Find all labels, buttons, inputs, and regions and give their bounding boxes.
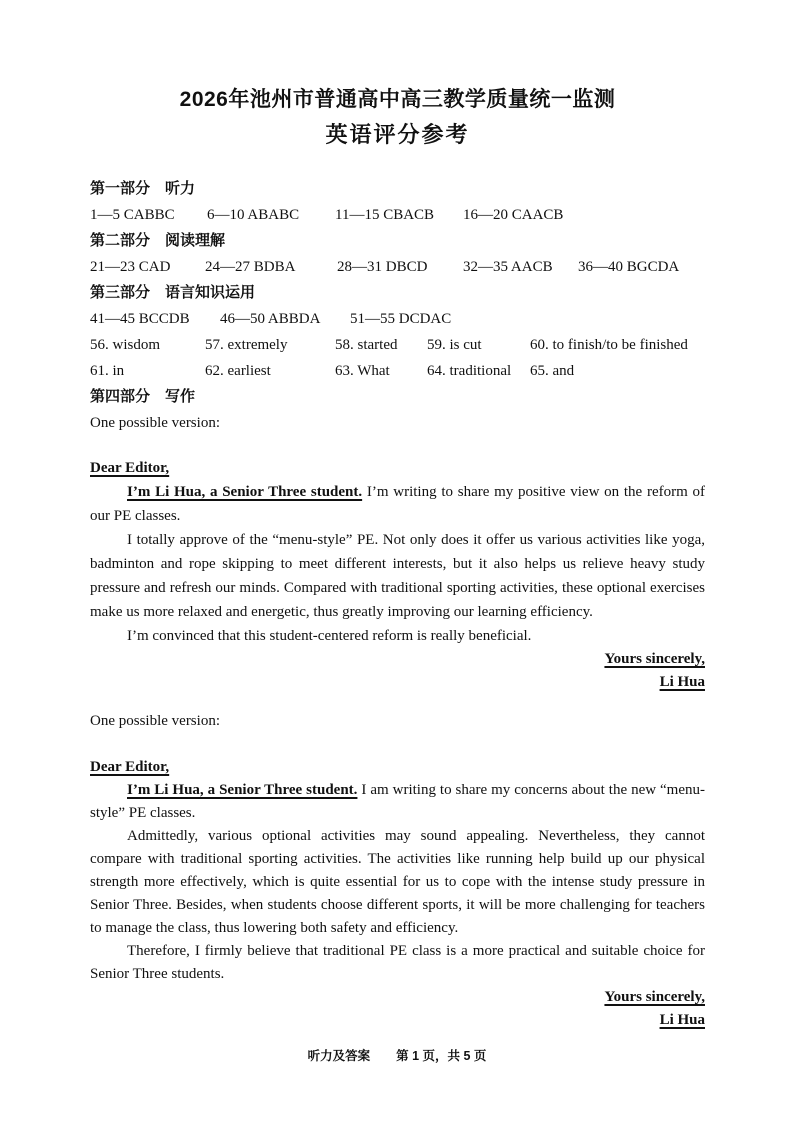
answer-item: 59. is cut bbox=[427, 337, 482, 353]
letter-salutation: Dear Editor, bbox=[90, 460, 170, 476]
letter-signature: Li Hua bbox=[659, 1012, 705, 1028]
letter-closing: Yours sincerely, bbox=[604, 989, 705, 1005]
letter-salutation: Dear Editor, bbox=[90, 759, 170, 775]
answer-item: 51—55 DCDAC bbox=[350, 311, 452, 327]
answer-item: 65. and bbox=[530, 363, 575, 379]
answer-row-listening bbox=[90, 202, 705, 228]
answer-item: 60. to finish/to be finished bbox=[530, 337, 688, 353]
answer-row-grammar-61-65 bbox=[90, 358, 705, 384]
footer-section-label: 听力及答案 bbox=[307, 1049, 371, 1063]
letter-closing: Yours sincerely, bbox=[604, 651, 705, 667]
footer-page-number: 第 1 页，共 5 页 bbox=[396, 1049, 487, 1063]
answer-row-reading bbox=[90, 254, 705, 280]
page-footer bbox=[0, 1046, 794, 1064]
answer-item: 41—45 BCCDB bbox=[90, 311, 190, 327]
letter-text: I’m writing to share my positive view on the reform of our PE classes. bbox=[90, 484, 705, 524]
answer-key bbox=[90, 176, 705, 436]
letter-lead-sentence: I’m Li Hua, a Senior Three student. bbox=[127, 782, 358, 798]
section-heading-writing: 第四部分 写作 bbox=[90, 388, 196, 405]
answer-item: 16—20 CAACB bbox=[463, 207, 564, 223]
page-subtitle: 英语评分参考 bbox=[325, 122, 470, 147]
answer-row-grammar-56-60 bbox=[90, 332, 705, 358]
answer-item: 1—5 CABBC bbox=[90, 207, 175, 223]
answer-item: 32—35 AACB bbox=[463, 259, 553, 275]
section-heading-language-use: 第三部分 语言知识运用 bbox=[90, 284, 256, 301]
letter-concern bbox=[90, 756, 705, 1032]
version-label: One possible version: bbox=[90, 713, 220, 729]
letter-paragraph: I’m convinced that this student-centered reform is really beneficial. bbox=[127, 628, 532, 644]
answer-item: 63. What bbox=[335, 363, 390, 379]
answer-item: 61. in bbox=[90, 363, 125, 379]
answer-item: 64. traditional bbox=[427, 363, 512, 379]
answer-item: 46—50 ABBDA bbox=[220, 311, 321, 327]
letter-signature: Li Hua bbox=[659, 674, 705, 690]
answer-item: 28—31 DBCD bbox=[337, 259, 428, 275]
version-label: One possible version: bbox=[90, 415, 220, 431]
section-heading-listening: 第一部分 听力 bbox=[90, 180, 196, 197]
letter-paragraph bbox=[90, 779, 705, 825]
answer-item: 62. earliest bbox=[205, 363, 271, 379]
letter-approval bbox=[90, 456, 705, 694]
answer-item: 36—40 BGCDA bbox=[578, 259, 680, 275]
letter-lead-sentence: I’m Li Hua, a Senior Three student. bbox=[127, 484, 363, 500]
answer-item: 6—10 ABABC bbox=[207, 207, 300, 223]
letter-paragraph: I totally approve of the “menu-style” PE. Not only does it offer us various activities like yoga, badminton and rope skipping to meet different interests, but it also helps us relieve heavy study pressure and refresh our minds. Compared with traditional sporting activities, these optional exercises make us more relaxed and energetic, thus greatly improving our learning efficiency. bbox=[90, 532, 705, 620]
letter-paragraph: Therefore, I firmly believe that traditional PE class is a more practical and suitable choice for Senior Three students. bbox=[90, 943, 705, 982]
answer-item: 24—27 BDBA bbox=[205, 259, 296, 275]
letter-text: I am writing to share my concerns about the new “menu-style” PE classes. bbox=[90, 782, 705, 821]
answer-item: 56. wisdom bbox=[90, 337, 161, 353]
letter-paragraph: Admittedly, various optional activities may sound appealing. Nevertheless, they cannot compare with traditional sporting activities. The activities like running help build up our physical strength more effectively, which is quite essential for us to cope with the intense study pressure in Senior Three. Besides, when students choose different sports, it will be more challenging for teachers to manage the class, thus lowering both safety and efficiency. bbox=[90, 828, 705, 936]
page-title: 2026年池州市普通高中高三教学质量统一监测 bbox=[179, 88, 616, 111]
answer-item: 58. started bbox=[335, 337, 398, 353]
answer-item: 57. extremely bbox=[205, 337, 288, 353]
answer-row-cloze bbox=[90, 306, 705, 332]
letter-paragraph bbox=[90, 480, 705, 528]
section-heading-reading: 第二部分 阅读理解 bbox=[90, 232, 226, 249]
answer-item: 21—23 CAD bbox=[90, 259, 171, 275]
answer-item: 11—15 CBACB bbox=[335, 207, 435, 223]
